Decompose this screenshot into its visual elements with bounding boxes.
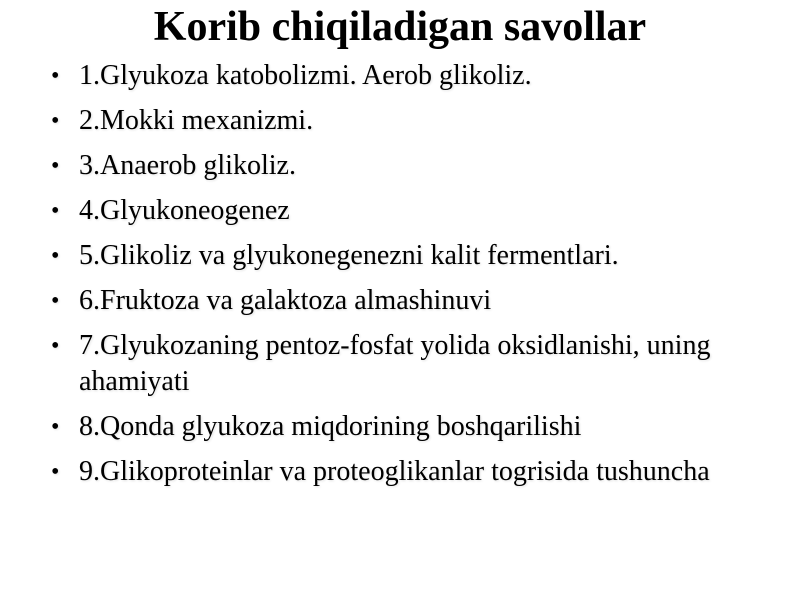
list-item-text: 3.Anaerob glikoliz. [79,150,296,181]
list-item [0,283,760,319]
question-list [0,58,760,499]
list-item [0,328,760,400]
list-item [0,58,760,94]
bullet-icon: • [51,153,60,179]
list-item [0,103,760,139]
bullet-icon: • [51,288,60,314]
bullet-icon: • [51,414,60,440]
bullet-icon: • [51,243,60,269]
list-item [0,148,760,184]
list-item-text: 7.Glyukozaning pentoz-fosfat yolida oksidlanishi, uning ahamiyati [79,330,711,397]
list-item-text: 1.Glyukoza katobolizmi. Aerob glikoliz. [79,60,532,91]
list-item-text: 6.Fruktoza va galaktoza almashinuvi [79,285,492,316]
list-item-text: 8.Qonda glyukoza miqdorining boshqarilishi [79,411,582,442]
list-item-text: 5.Glikoliz va glyukonegenezni kalit fermentlari. [79,240,619,271]
list-item [0,409,760,445]
bullet-icon: • [51,63,60,89]
list-item-text: 4.Glyukoneogenez [79,195,290,226]
list-item [0,238,760,274]
list-item [0,454,760,490]
slide-title: Korib chiqiladigan savollar [153,4,647,50]
list-item-text: 9.Glikoproteinlar va proteoglikanlar togrisida tushuncha [79,456,710,487]
list-item [0,193,760,229]
bullet-icon: • [51,198,60,224]
list-item-text: 2.Mokki mexanizmi. [79,105,314,136]
bullet-icon: • [51,333,60,359]
bullet-icon: • [51,108,60,134]
bullet-icon: • [51,459,60,485]
